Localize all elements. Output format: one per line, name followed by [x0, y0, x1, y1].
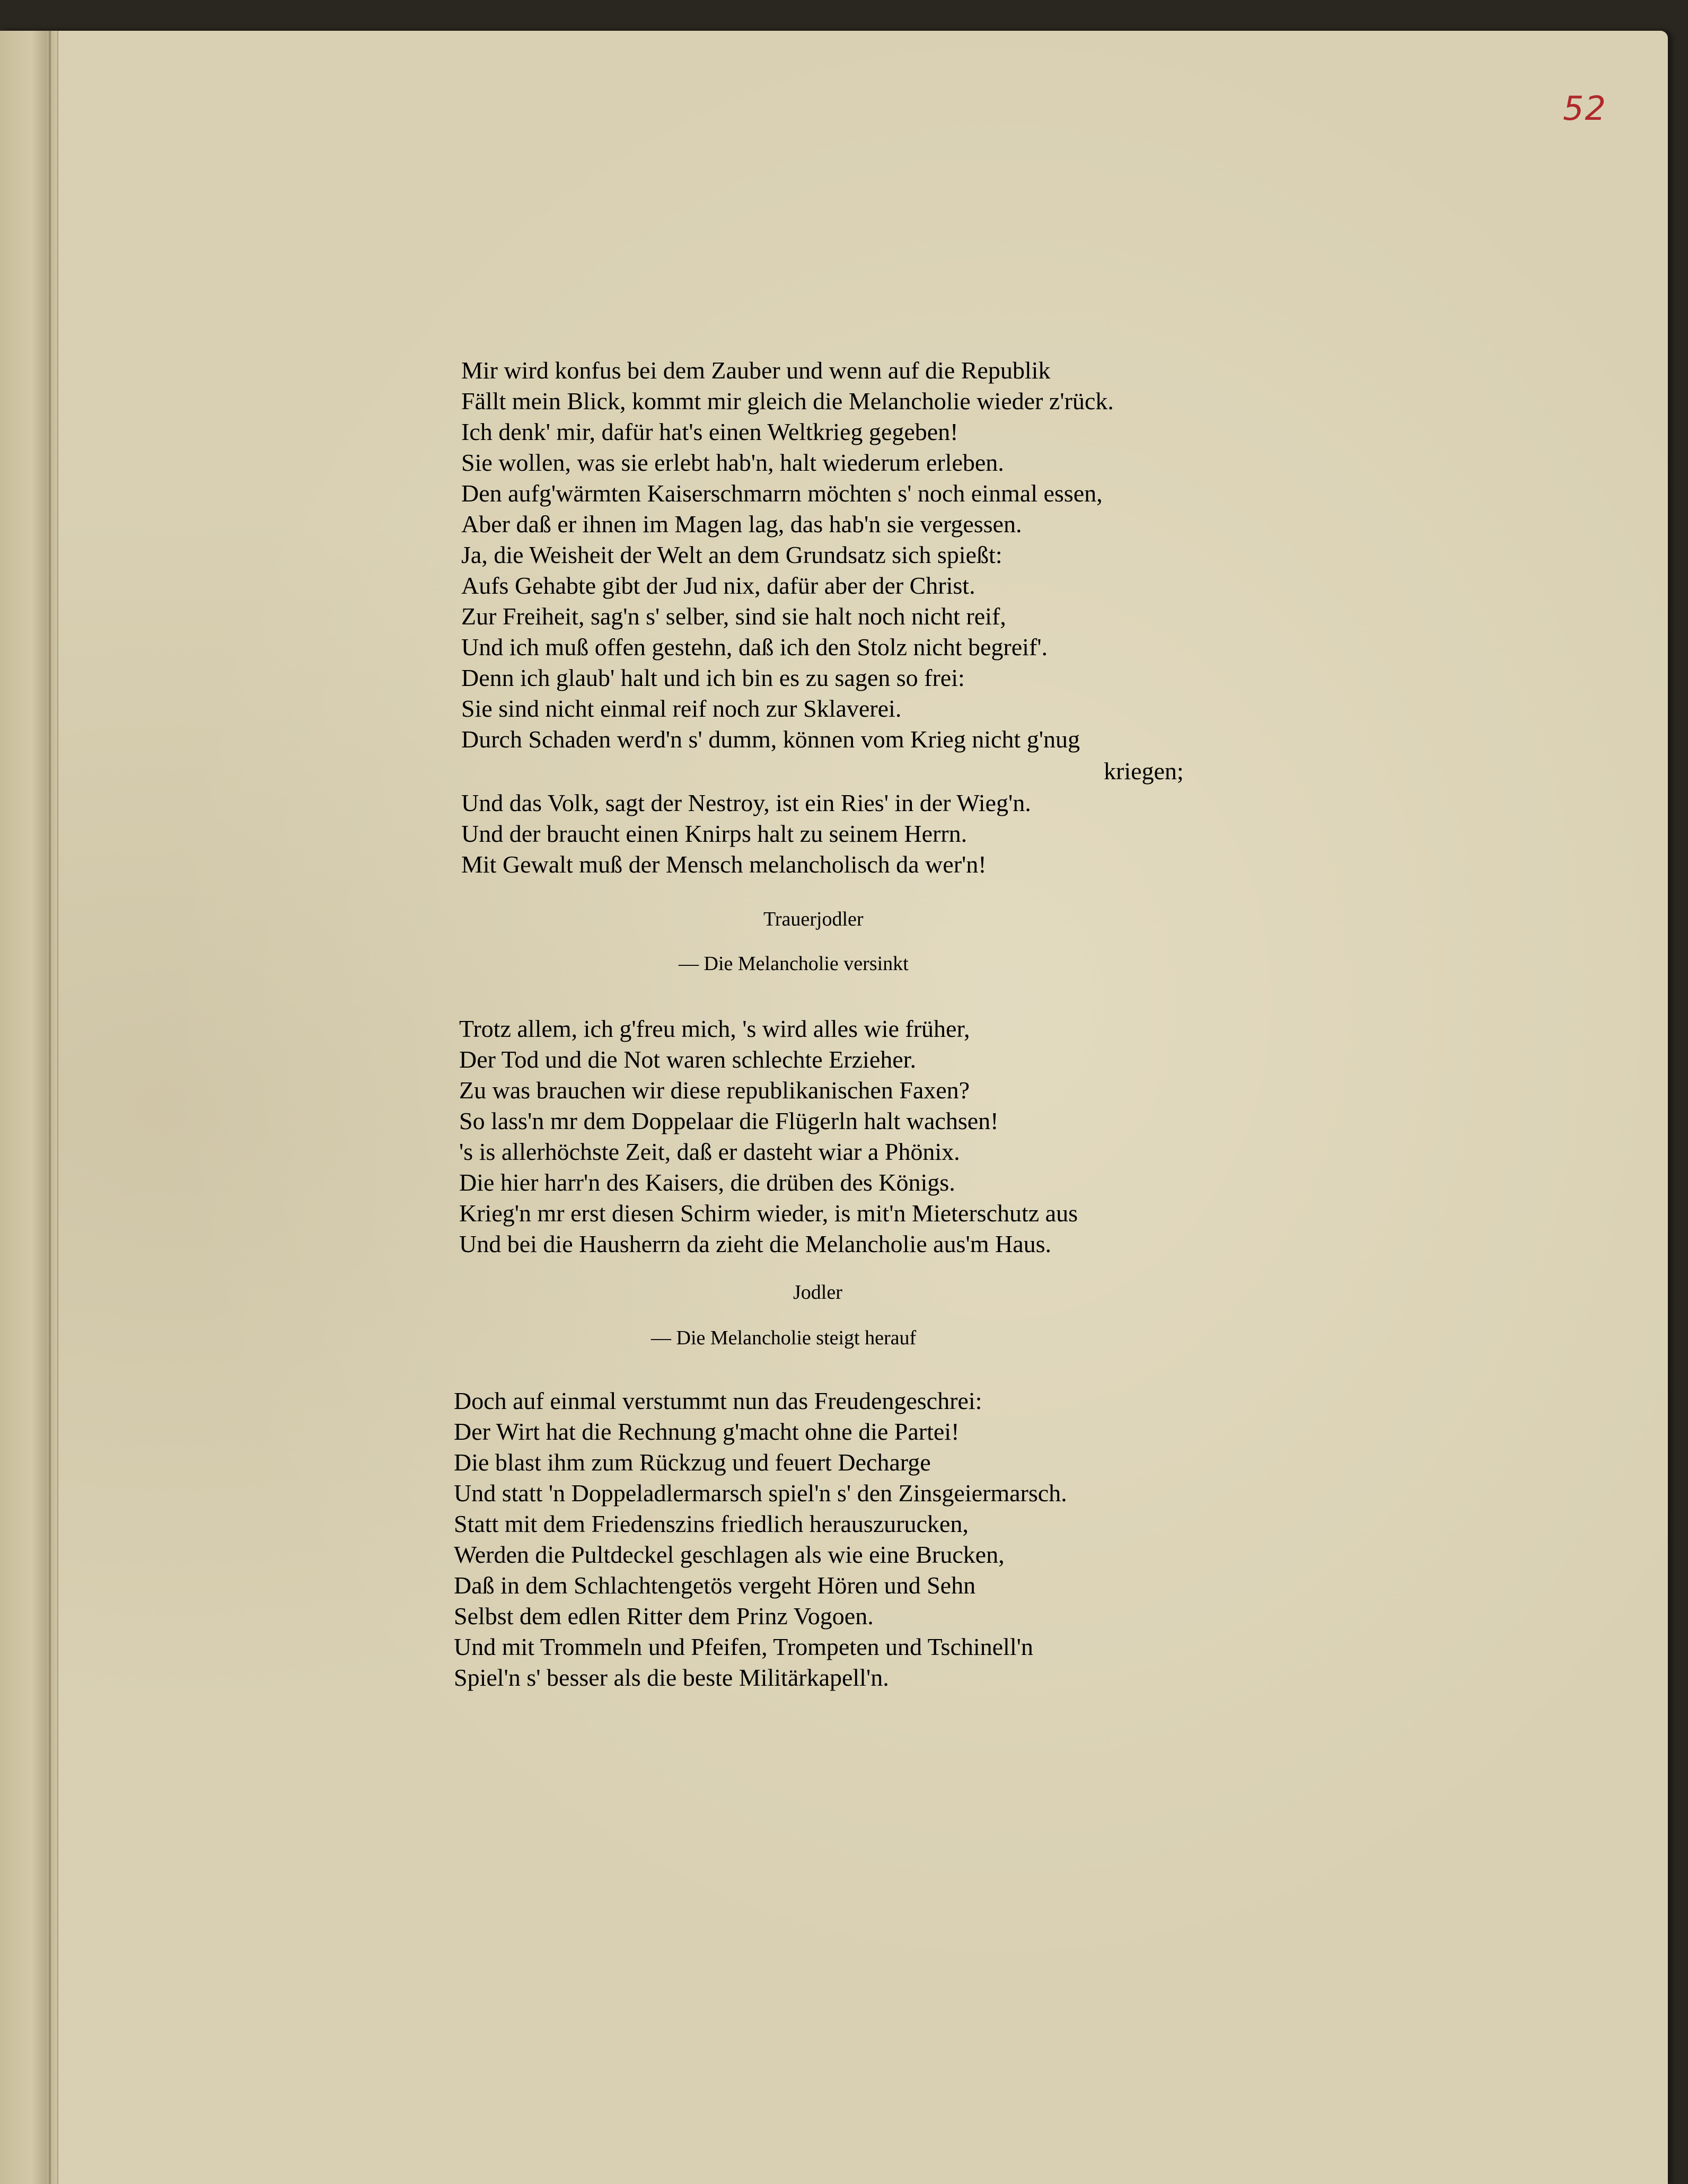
poem-line: Und bei die Hausherrn da zieht die Melancholie aus'm Haus.: [459, 1230, 1052, 1257]
poem-line: Der Wirt hat die Rechnung g'macht ohne die Partei!: [454, 1418, 960, 1445]
poem-line: Die hier harr'n des Kaisers, die drüben des Königs.: [459, 1169, 955, 1196]
poem-line: Fällt mein Blick, kommt mir gleich die Melancholie wieder z'rück.: [461, 388, 1114, 415]
poem-line: Ja, die Weisheit der Welt an dem Grundsatz sich spießt:: [461, 541, 1003, 568]
poem-line: Und der braucht einen Knirps halt zu seinem Herrn.: [461, 820, 968, 847]
stage-direction-title: Jodler: [793, 1281, 842, 1304]
poem-line: So lass'n mr dem Doppelaar die Flügerln halt wachsen!: [459, 1107, 999, 1134]
poem-line: Trotz allem, ich g'freu mich, 's wird alles wie früher,: [459, 1015, 970, 1042]
spine-fold: [49, 31, 51, 2184]
poem-line: Und statt 'n Doppeladlermarsch spiel'n s' den Zinsgeiermarsch.: [454, 1480, 1067, 1507]
poem-line: Spiel'n s' besser als die beste Militärkapell'n.: [454, 1664, 889, 1691]
poem-line: Mit Gewalt muß der Mensch melancholisch da wer'n!: [461, 851, 987, 878]
poem-line: 's is allerhöchste Zeit, daß er dasteht wiar a Phönix.: [459, 1138, 960, 1165]
poem-line: Werden die Pultdeckel geschlagen als wie eine Brucken,: [454, 1541, 1005, 1568]
stage-direction-title: Trauerjodler: [763, 908, 864, 930]
poem-line: Durch Schaden werd'n s' dumm, können vom Krieg nicht g'nug: [461, 726, 1080, 753]
poem-line: Aber daß er ihnen im Magen lag, das hab'n sie vergessen.: [461, 510, 1022, 538]
poem-line: Den aufg'wärmten Kaiserschmarrn möchten s' noch einmal essen,: [461, 480, 1103, 507]
poem-line: Der Tod und die Not waren schlechte Erzieher.: [459, 1046, 916, 1073]
poem-line: Und das Volk, sagt der Nestroy, ist ein Ries' in der Wieg'n.: [461, 789, 1031, 816]
poem-line: Statt mit dem Friedenszins friedlich herauszurucken,: [454, 1510, 969, 1537]
poem-line: Selbst dem edlen Ritter dem Prinz Vogoen.: [454, 1602, 874, 1630]
poem-line: Zu was brauchen wir diese republikanischen Faxen?: [459, 1077, 970, 1104]
page-number: 52: [1563, 89, 1607, 128]
poem-line: Denn ich glaub' halt und ich bin es zu sagen so frei:: [461, 664, 965, 691]
poem-line: Die blast ihm zum Rückzug und feuert Decharge: [454, 1449, 931, 1476]
poem-line: Sie wollen, was sie erlebt hab'n, halt wiederum erleben.: [461, 449, 1004, 476]
poem-line: Daß in dem Schlachtengetös vergeht Hören und Sehn: [454, 1572, 976, 1599]
poem-line: Und mit Trommeln und Pfeifen, Trompeten und Tschinell'n: [454, 1633, 1033, 1660]
poem-line: Sie sind nicht einmal reif noch zur Sklaverei.: [461, 695, 902, 722]
poem-line: Doch auf einmal verstummt nun das Freudengeschrei:: [454, 1387, 982, 1414]
poem-line: Zur Freiheit, sag'n s' selber, sind sie halt noch nicht reif,: [461, 603, 1006, 630]
stage-direction-note: — Die Melancholie steigt herauf: [651, 1327, 917, 1349]
poem-line: Und ich muß offen gestehn, daß ich den Stolz nicht begreif'.: [461, 633, 1048, 661]
poem-line: Krieg'n mr erst diesen Schirm wieder, is mit'n Mieterschutz aus: [459, 1200, 1078, 1227]
poem-line-continuation: kriegen;: [1104, 758, 1184, 785]
stage-direction-note: — Die Melancholie versinkt: [679, 953, 909, 975]
poem-line: Ich denk' mir, dafür hat's einen Weltkrieg gegeben!: [461, 418, 959, 445]
poem-line: Aufs Gehabte gibt der Jud nix, dafür aber der Christ.: [461, 572, 975, 599]
poem-line: Mir wird konfus bei dem Zauber und wenn auf die Republik: [461, 357, 1051, 384]
